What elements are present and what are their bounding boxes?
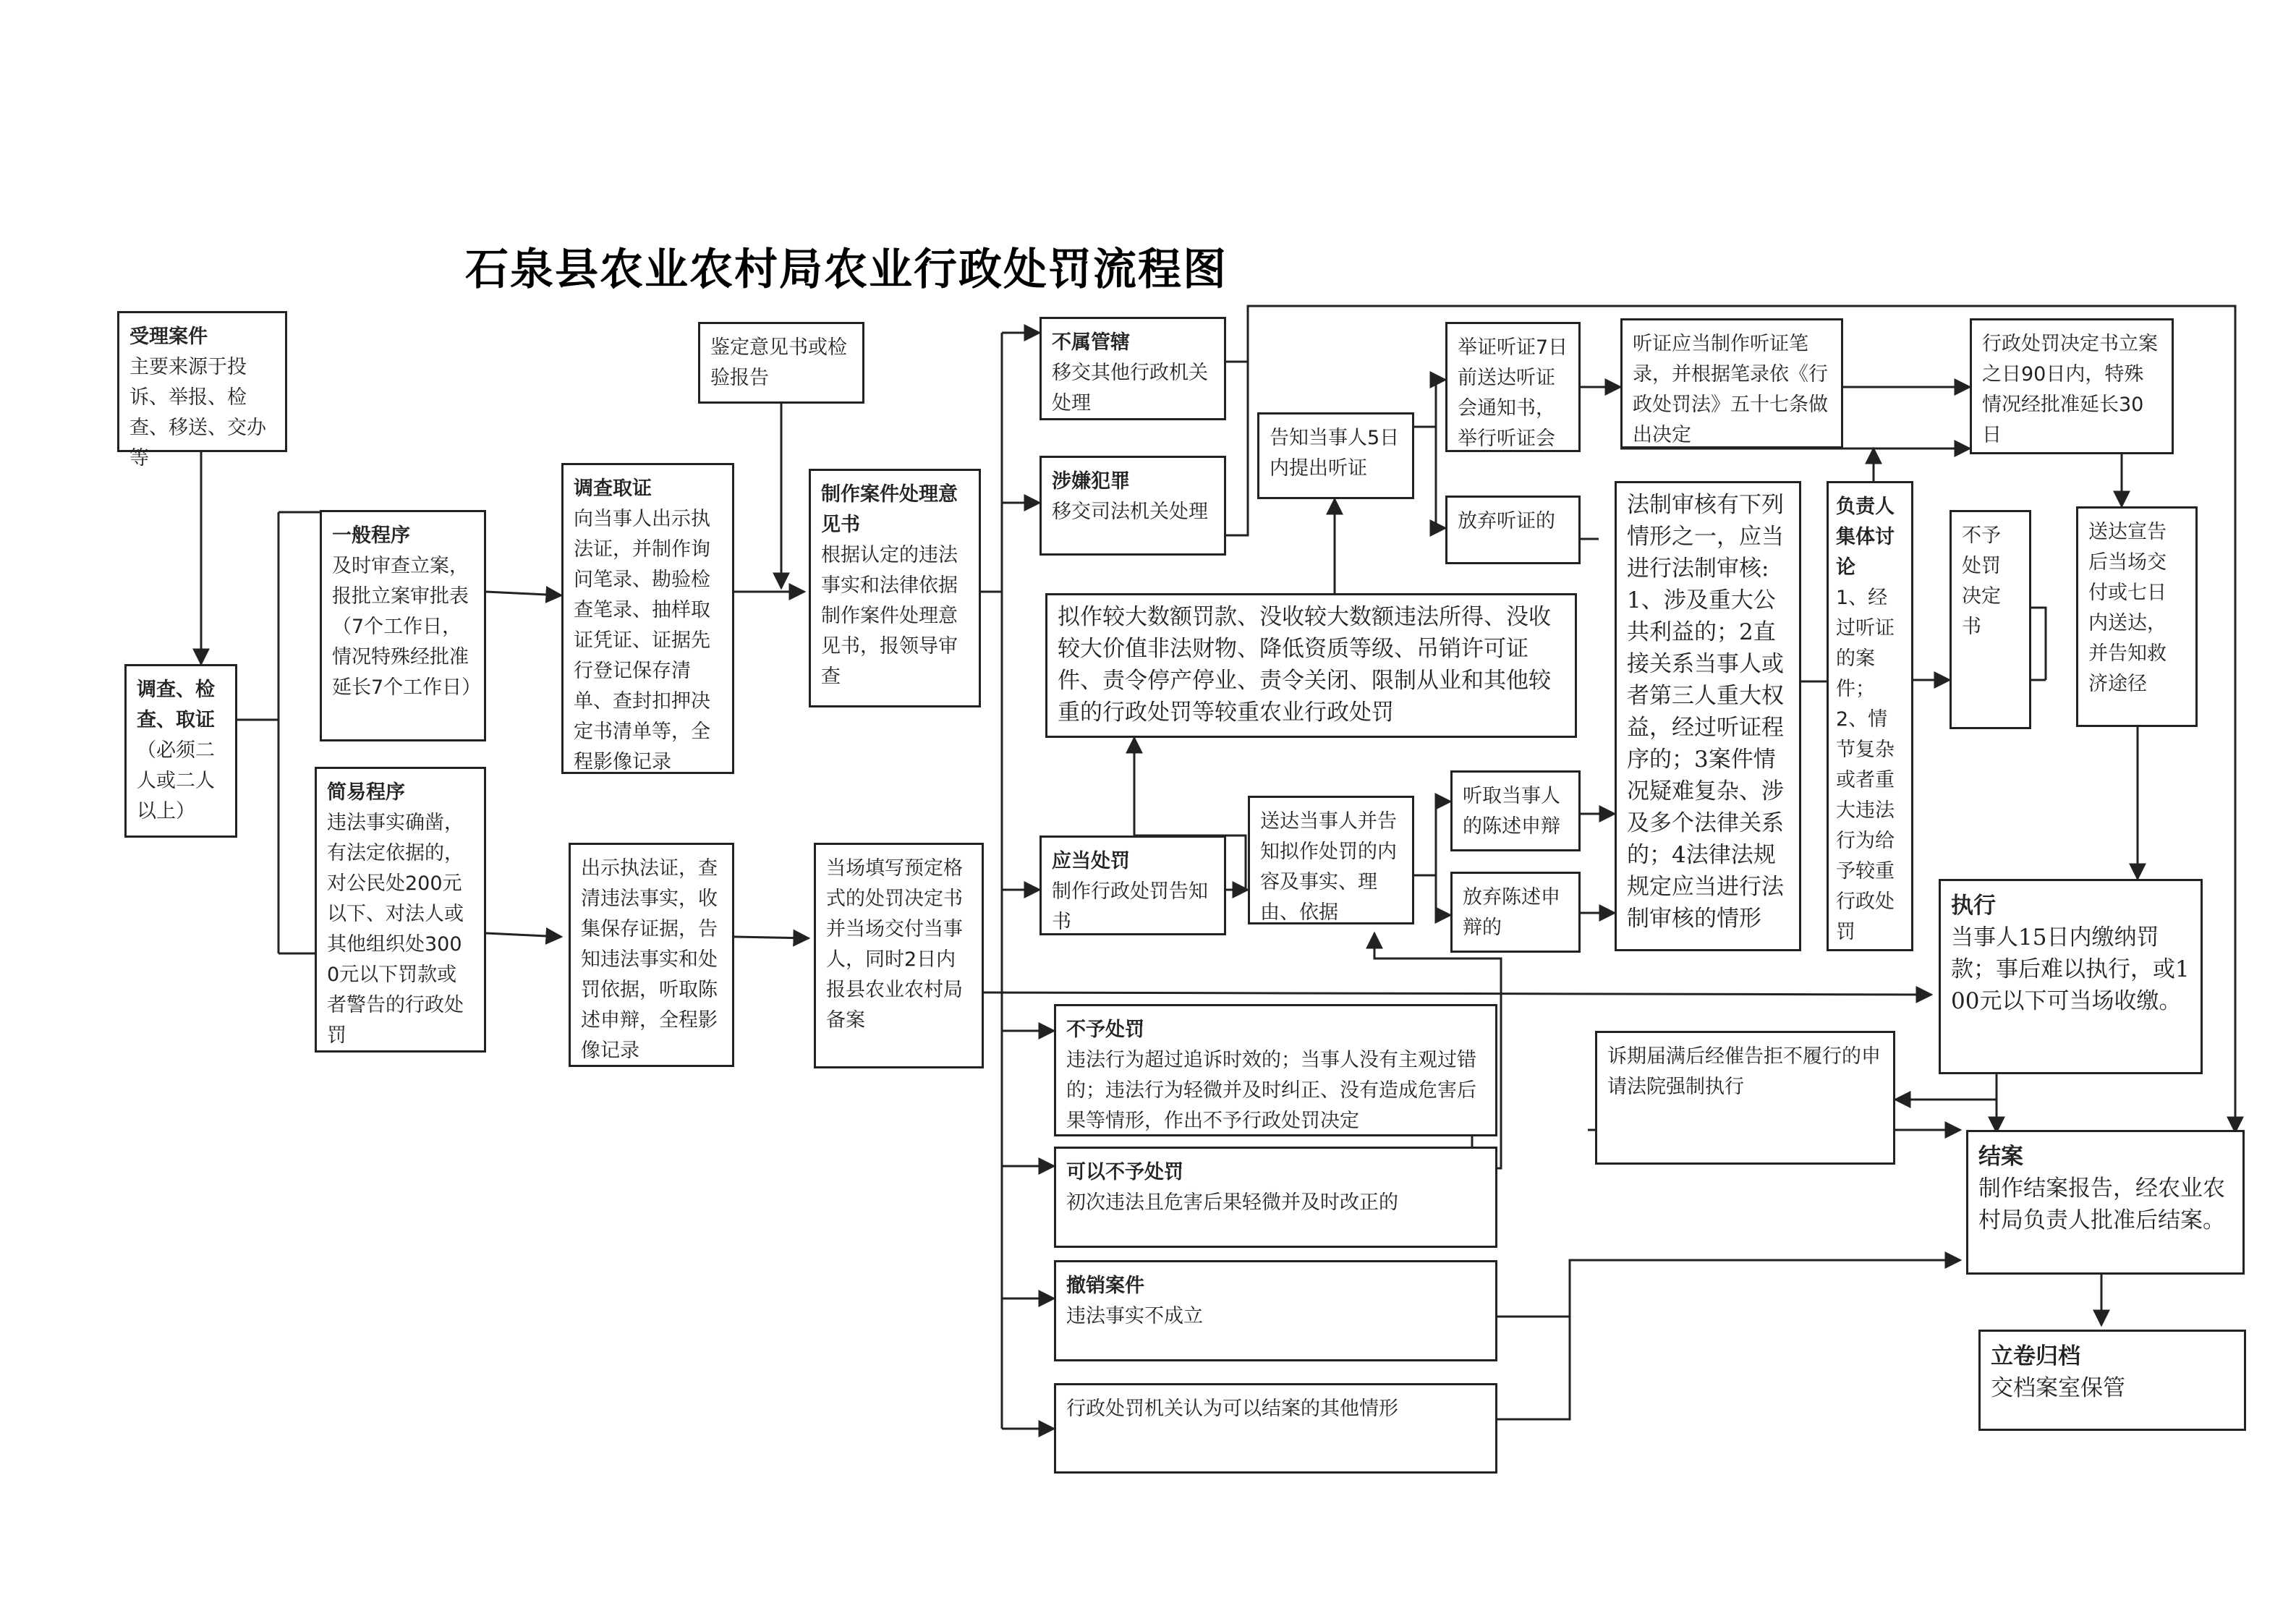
box-title: 受理案件 (129, 326, 208, 348)
box-simple-evidence (569, 843, 734, 1067)
box-investigate-main (124, 664, 237, 838)
box-title: 不属管辖 (1052, 331, 1130, 354)
box-text: 不予处罚决定书 (1962, 524, 2001, 638)
box-text: 当事人15日内缴纳罚款；事后难以执行，或100元以下可当场收缴。 (1951, 924, 2190, 1014)
box-text: 拟作较大数额罚款、没收较大数额违法所得、没收较大价值非法财物、降低资质等级、吊销许可证件、责令停产停业、责令关闭、限制从业和其他较重的行政处罚等较重农业行政处罚 (1058, 604, 1551, 726)
box-accept (117, 311, 287, 469)
box-revoke-case (1054, 1260, 1497, 1361)
box-text: 放弃听证的 (1458, 510, 1555, 532)
box-title: 负责人集体讨论 (1836, 496, 1895, 579)
box-may-not-punish (1054, 1147, 1497, 1248)
box-text: 违法行为超过追诉时效的；当事人没有主观过错的；违法行为轻微并及时纠正、没有造成危害后果等情形，作出不予行政处罚决定 (1066, 1049, 1476, 1132)
box-no-punish-decision (1950, 510, 2031, 729)
box-title: 简易程序 (327, 781, 405, 804)
box-title: 制作案件处理意见书 (821, 483, 958, 536)
box-title: 结案 (1978, 1144, 2023, 1170)
box-text: 送达当事人并告知拟作处罚的内容及事实、理由、依据 (1260, 810, 1397, 924)
box-text: 听证应当制作听证笔录，并根据笔录依《行政处罚法》五十七条做出决定 (1633, 333, 1828, 446)
box-penalty-decision (1970, 318, 2174, 454)
box-text: 制作结案报告，经农业农村局负责人批准后结案。 (1978, 1176, 2225, 1233)
box-title: 可以不予处罚 (1066, 1161, 1183, 1183)
box-text: 及时审查立案，报批立案审批表（7个工作日，情况特殊经批准延长7个工作日） (332, 555, 482, 699)
box-title: 立卷归档 (1991, 1343, 2080, 1369)
box-text: 移交其他行政机关处理 (1052, 362, 1208, 414)
box-listen-defense (1450, 770, 1581, 851)
box-text: 法制审核有下列情形之一，应当进行法制审核:1、涉及重大公共利益的；2直接关系当事人或者第三人重大权益，经过听证程序的；3案件情况疑难复杂、涉及多个法律关系的；4法律法规规定应当进行法制审核的情形 (1627, 492, 1784, 932)
box-text: 举证听证7日前送达听证会通知书，举行听证会 (1458, 336, 1568, 450)
box-onsite-decision (814, 843, 984, 1068)
box-give-up-hearing (1445, 496, 1581, 564)
box-text: 放弃陈述申辩的 (1463, 886, 1560, 939)
box-text: 初次违法且危害后果轻微并及时改正的 (1066, 1191, 1398, 1214)
box-text: 主要来源于投诉、举报、检查、移送、交办等 (129, 356, 266, 469)
box-text: 诉期届满后经催告拒不履行的申请法院强制执行 (1607, 1045, 1881, 1098)
box-no-punish (1054, 1004, 1497, 1136)
box-hearing-notice (1445, 322, 1581, 452)
box-general-procedure (320, 510, 486, 741)
box-text: 送达宣告后当场交付或七日内送达，并告知救济途径 (2088, 521, 2167, 695)
box-text: 1、经过听证的案件；2、情节复杂或者重大违法行为给予较重行政处罚 (1836, 587, 1895, 943)
box-deliver-notice (1248, 796, 1414, 924)
box-text: 行政处罚决定书立案之日90日内，特殊情况经批准延长30日 (1982, 333, 2158, 446)
box-notify-hearing (1257, 412, 1414, 499)
box-text: 出示执法证，查清违法事实，收集保存证据，告知违法事实和处罚依据，听取陈述申辩，全程影像记录 (581, 857, 718, 1062)
box-text: （必须二人或二人以上） (137, 739, 215, 822)
box-not-jurisdiction (1039, 317, 1226, 420)
box-text: 当场填写预定格式的处罚决定书并当场交付当事人，同时2日内报县农业农村局备案 (826, 857, 963, 1032)
box-heavy-punishment (1045, 593, 1577, 738)
box-text: 行政处罚机关认为可以结案的其他情形 (1066, 1398, 1398, 1420)
box-serve (2076, 506, 2198, 727)
box-appraisal (698, 322, 864, 404)
box-should-punish (1039, 836, 1226, 935)
box-title: 涉嫌犯罪 (1052, 470, 1130, 493)
box-title: 调查、检查、取证 (137, 679, 215, 731)
box-archive (1978, 1330, 2246, 1431)
box-other-close (1054, 1383, 1497, 1474)
box-text: 交档案室保管 (1991, 1375, 2125, 1401)
box-title: 应当处罚 (1052, 850, 1130, 872)
box-close-case (1966, 1130, 2245, 1275)
box-text: 移交司法机关处理 (1052, 501, 1208, 523)
box-simple-procedure (315, 767, 486, 1053)
box-text: 听取当事人的陈述申辩 (1463, 785, 1560, 838)
box-title: 不予处罚 (1066, 1019, 1144, 1041)
box-title: 执行 (1951, 893, 1996, 919)
box-title: 撤销案件 (1066, 1275, 1144, 1297)
box-collective-discussion (1827, 481, 1913, 951)
page-title: 石泉县农业农村局农业行政处罚流程图 (465, 245, 1228, 295)
box-text: 违法事实确凿，有法定依据的，对公民处200元以下、对法人或其他组织处3000元以下罚款或者警告的行政处罚 (327, 812, 464, 1047)
box-suspected-crime (1039, 456, 1226, 556)
box-text: 制作行政处罚告知书 (1052, 880, 1208, 933)
box-execute (1939, 879, 2203, 1074)
box-hearing-record (1620, 318, 1843, 448)
box-text: 告知当事人5日内提出听证 (1270, 427, 1400, 480)
box-text: 违法事实不成立 (1066, 1305, 1203, 1327)
box-title: 调查取证 (574, 477, 652, 500)
box-legal-review (1615, 481, 1801, 951)
box-give-up-defense (1450, 872, 1581, 953)
box-text: 鉴定意见书或检验报告 (710, 336, 847, 389)
box-evidence (561, 463, 734, 774)
box-title: 一般程序 (332, 524, 410, 547)
box-text: 根据认定的违法事实和法律依据制作案件处理意见书，报领导审查 (821, 544, 958, 688)
box-handling-opinion (809, 469, 981, 707)
box-text: 向当事人出示执法证，并制作询问笔录、勘验检查笔录、抽样取证凭证、证据先行登记保存清单、查封扣押决定书清单等，全程影像记录 (574, 508, 710, 773)
box-court-enforcement (1595, 1031, 1895, 1165)
